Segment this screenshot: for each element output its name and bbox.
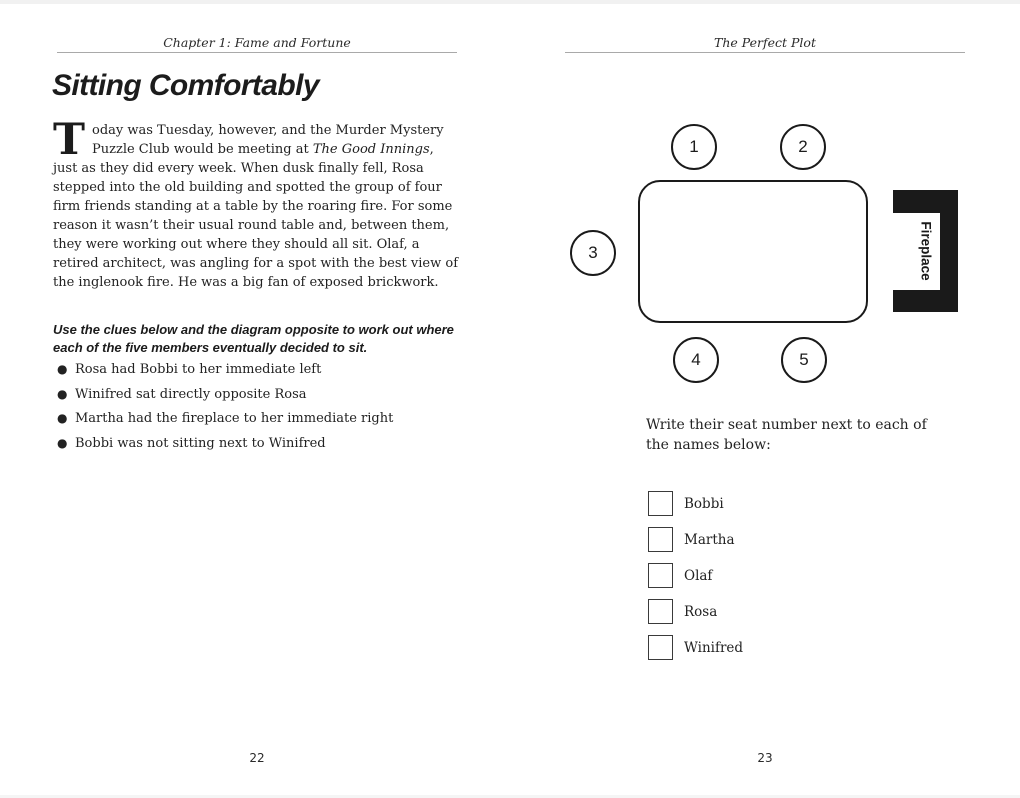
write-prompt: Write their seat number next to each of the names below: [646,417,927,453]
answer-row [648,563,743,588]
clue-text: Martha had the fireplace to her immediate right [75,411,394,426]
seat-number: 1 [689,137,699,156]
story-segment-1: oday was Tuesday, however, and the Murder Mystery Puzzle Club would be meeting at [92,123,444,157]
clue-item [57,363,462,376]
seat-circle-4 [673,337,719,383]
seat-circle-1 [671,124,717,170]
seat-number: 5 [799,350,809,369]
story-paragraph [53,115,461,292]
page-title: Sitting Comfortably [52,69,319,102]
answer-name-label: Bobbi [684,495,724,512]
page-number-right: 23 [757,751,773,765]
clue-text: Winifred sat directly opposite Rosa [75,386,307,402]
seat-circle-2 [780,124,826,170]
clue-item [57,412,462,425]
clue-item [57,437,462,450]
seat-circle-3 [570,230,616,276]
seat-number: 4 [691,350,701,369]
answer-row [648,599,743,624]
seat-number-input-rosa[interactable] [648,599,673,624]
fireplace [893,190,958,312]
fireplace-label: Fireplace [918,221,934,281]
answer-row [648,635,743,660]
running-head-right: The Perfect Plot [714,35,816,50]
seat-number-input-martha[interactable] [648,527,673,552]
answer-name-label: Rosa [684,603,718,620]
running-head-left: Chapter 1: Fame and Fortune [163,35,351,50]
story-segment-2: , just as they did every week. When dusk finally fell, Rosa stepped into the old building and spotted the group of four firm friends standing at a table by the roaring fire. For some reason it wasn’t their usual round table and, between them, they were working out where they should all sit. Olaf, a retired architect, was angling for a spot with the best view of the inglenook fire. He was a big fan of exposed brickwork. [53,142,458,290]
answer-row [648,527,743,552]
bullet-icon: ● [57,362,68,376]
answer-list [648,491,743,671]
venue-name: The Good Innings [312,142,430,157]
clue-text: Rosa had Bobbi to her immediate left [75,362,322,377]
bullet-icon: ● [57,435,68,450]
answer-name-label: Winifred [684,639,744,656]
table-shape [638,180,868,323]
right-page [510,0,1020,798]
seat-number-input-bobbi[interactable] [648,491,673,516]
seat-circle-5 [781,337,827,383]
seat-number: 3 [588,243,598,262]
answer-name-label: Martha [684,531,735,548]
clue-item [57,388,462,401]
bullet-icon: ● [57,386,68,401]
seating-diagram [510,0,1020,420]
answer-row [648,491,743,516]
clue-text: Bobbi was not sitting next to Winifred [75,435,326,451]
seat-number: 2 [798,137,808,156]
bullet-icon: ● [57,411,68,425]
drop-cap: T [53,115,85,165]
answer-name-label: Olaf [684,567,713,584]
seat-number-input-winifred[interactable] [648,635,673,660]
clue-list [57,363,462,461]
running-head-rule-left [57,52,457,53]
page-number-left: 22 [249,751,265,765]
seat-number-input-olaf[interactable] [648,563,673,588]
instruction-text: Use the clues below and the diagram opposite to work out where each of the five members eventually decided to sit. [53,322,454,355]
